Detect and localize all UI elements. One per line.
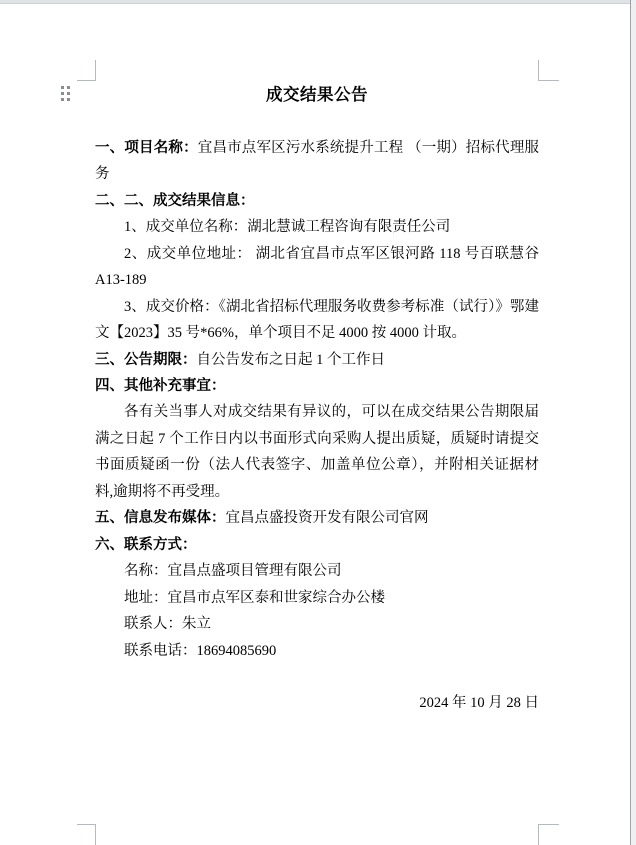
- text-boundary-mark-top-left-icon: [77, 60, 96, 81]
- para-winner-address[interactable]: [95, 241, 539, 294]
- para-project-name-label: 一、项目名称：: [95, 139, 198, 156]
- para-contact-name[interactable]: [95, 558, 539, 584]
- para-result-info-heading-label: 二、二、成交结果信息：: [95, 192, 255, 209]
- para-contact-address[interactable]: [95, 585, 539, 611]
- para-notice-period[interactable]: [95, 347, 539, 373]
- para-deal-price-text: 3、成交价格：《湖北省招标代理服务收费参考标准（试行）》鄂建文【2023】35 号*66%，单个项目不足 4000 按 4000 计取。: [95, 298, 539, 342]
- document-title[interactable]: 成交结果公告: [266, 85, 368, 104]
- para-contact-person-text: 联系人：朱立: [124, 616, 211, 633]
- para-objection-notes-text: 各有关当事人对成交结果有异议的，可以在成交结果公告期限届满之日起 7 个工作日内以书面形式向采购人提出质疑，质疑时请提交书面质疑函一份（法人代表签字、加盖单位公章），并附相关证据材料,逾期将不再受理。: [95, 404, 539, 500]
- text-boundary-mark-bottom-left-icon: [77, 824, 96, 845]
- para-deal-price[interactable]: [95, 294, 539, 347]
- para-contact-heading-label: 六、联系方式：: [95, 536, 197, 553]
- para-contact-heading[interactable]: [95, 532, 539, 558]
- para-project-name-text: 宜昌市点军区污水系统提升工程 （一期）招标代理服务: [95, 139, 540, 183]
- para-other-matters-heading[interactable]: [95, 373, 539, 399]
- para-objection-notes[interactable]: [95, 399, 539, 505]
- text-boundary-mark-bottom-right-icon: [538, 824, 559, 845]
- para-winner-address-text: 2、成交单位地址： 湖北省宜昌市点军区银河路 118 号百联慧谷 A13-189: [95, 245, 539, 289]
- para-publish-media[interactable]: [95, 505, 539, 531]
- para-winner-name[interactable]: [95, 214, 539, 240]
- para-contact-name-text: 名称：宜昌点盛项目管理有限公司: [124, 563, 342, 580]
- para-date-text: 2024 年 10 月 28 日: [419, 695, 539, 712]
- para-winner-name-text: 1、成交单位名称：湖北慧诚工程咨询有限责任公司: [124, 219, 451, 236]
- para-result-info-heading[interactable]: [95, 188, 539, 214]
- text-boundary-mark-top-right-icon: [538, 60, 559, 81]
- app-background-top-strip: [0, 0, 636, 4]
- app-background-right-strip: [630, 0, 636, 845]
- para-publish-media-text: 宜昌点盛投资开发有限公司官网: [225, 510, 429, 527]
- para-contact-phone[interactable]: [95, 638, 539, 664]
- para-publish-media-label: 五、信息发布媒体：: [95, 510, 226, 527]
- para-contact-phone-text: 联系电话：18694085690: [124, 642, 277, 659]
- para-other-matters-heading-label: 四、其他补充事宜：: [95, 377, 226, 394]
- para-contact-person[interactable]: [95, 611, 539, 637]
- para-date[interactable]: [95, 690, 539, 716]
- para-notice-period-text: 自公告发布之日起 1 个工作日: [196, 351, 385, 368]
- drag-handle-icon[interactable]: [61, 86, 70, 101]
- para-contact-address-text: 地址：宜昌市点军区泰和世家综合办公楼: [124, 589, 385, 606]
- document-page[interactable]: [95, 82, 539, 717]
- para-notice-period-label: 三、公告期限：: [95, 351, 197, 368]
- para-project-name[interactable]: [95, 135, 539, 188]
